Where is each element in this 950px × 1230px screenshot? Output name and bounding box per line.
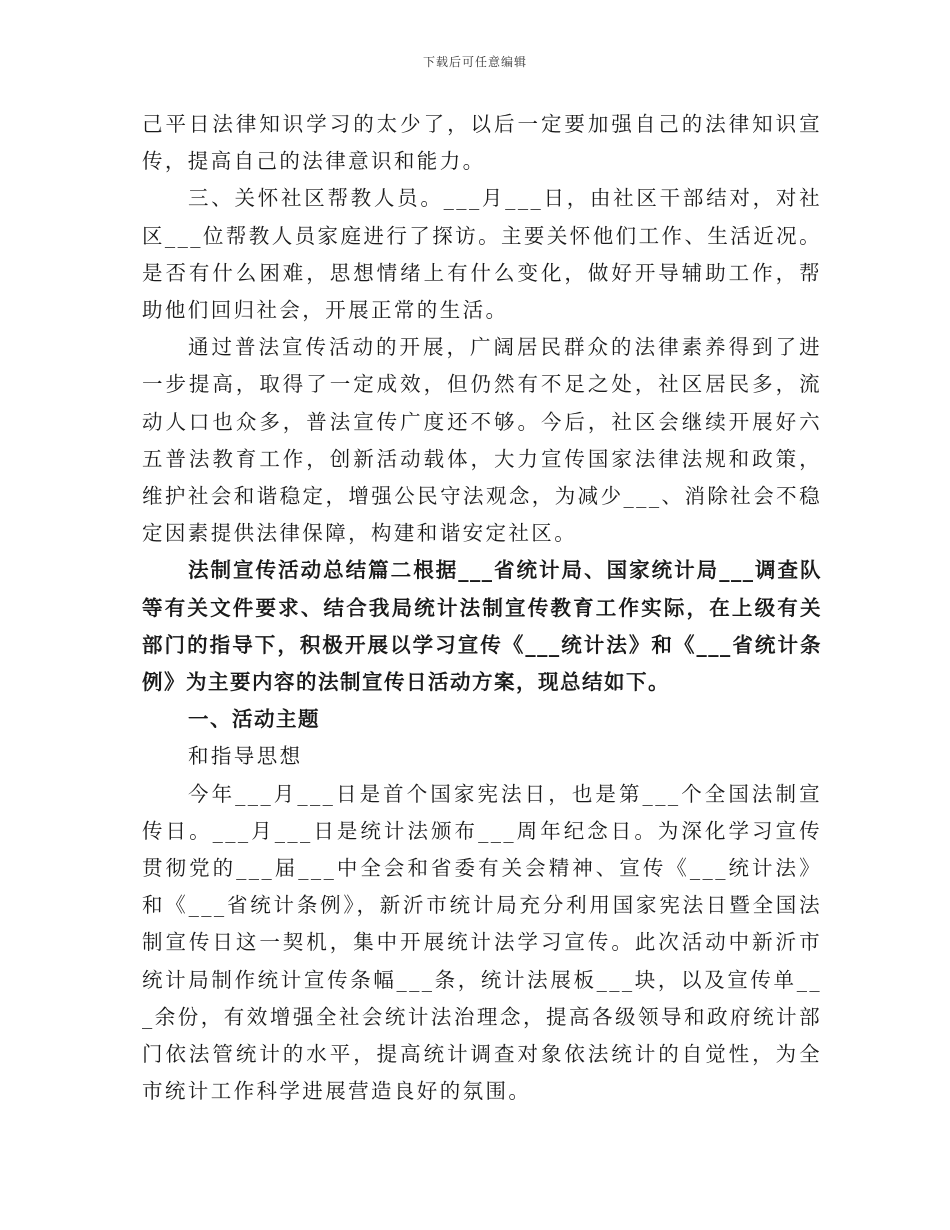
paragraph-summary: 通过普法宣传活动的开展，广阔居民群众的法律素养得到了进一步提高，取得了一定成效，但仍然有不足之处，社区居民多，流动人口也众多，普法宣传广度还不够。今后，社区会继续开展好六五普法教育工作，创新活动载体，大力宣传国家法律法规和政策，维护社会和谐稳定，增强公民守法观念，为减少___、消除社会不稳定因素提供法律保障，构建和谐安定社区。 [142, 335, 822, 546]
paragraph-this-year: 今年___月___日是首个国家宪法日，也是第___个全国法制宣传日。___月___日是统计法颁布___周年纪念日。为深化学习宣传贯彻党的___届___中全会和省委有关会精神、宣传《___统计法》和《___省统计条例》，新沂市统计局充分利用国家宪法日暨全国法制宣传日这一契机，集中开展统计法学习宣传。此次活动中新沂市统计局制作统计宣传条幅___条，统计法展板___块，以及宣传单___余份，有效增强全社会统计法治理念，提高各级领导和政府统计部门依法管统计的水平，提高统计调查对象依法统计的自觉性，为全市统计工作科学进展营造良好的氛围。 [142, 781, 822, 1104]
section-heading-activity-theme: 一、活动主题 [188, 707, 320, 732]
document-body [142, 106, 822, 1110]
paragraph-care-community: 三、关怀社区帮教人员。___月___日，由社区干部结对，对社区___位帮教人员家庭进行了探访。主要关怀他们工作、生活近况。是否有什么困难，思想情绪上有什么变化，做好开导辅助工作，帮助他们回归社会，开展正常的生活。 [142, 186, 822, 323]
page-header: 下载后可任意编辑 [422, 55, 527, 69]
paragraph-continuation: 己平日法律知识学习的太少了，以后一定要加强自己的法律知识宣传，提高自己的法律意识和能力。 [142, 112, 822, 174]
paragraph-section-two-heading: 法制宣传活动总结篇二根据___省统计局、国家统计局___调查队等有关文件要求、结合我局统计法制宣传教育工作实际，在上级有关部门的指导下，积极开展以学习宣传《___统计法》和《___省统计条例》为主要内容的法制宣传日活动方案，现总结如下。 [142, 558, 822, 695]
paragraph-guiding-thought: 和指导思想 [188, 744, 303, 769]
